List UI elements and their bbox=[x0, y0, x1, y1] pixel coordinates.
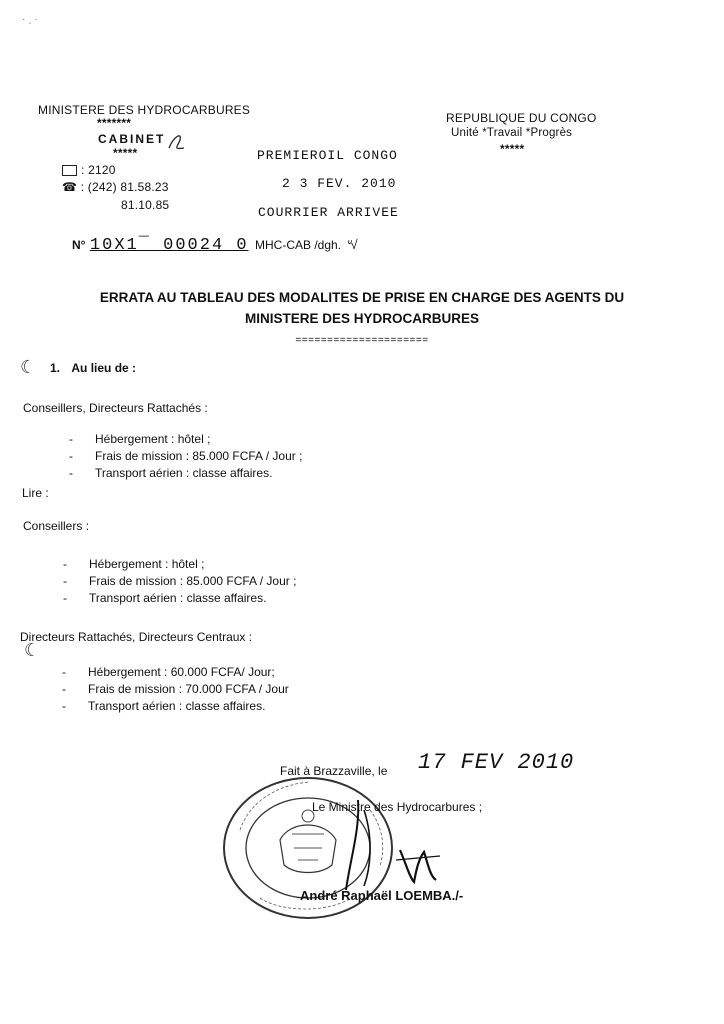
minister-title: Le Ministre des Hydrocarbures ; bbox=[312, 800, 483, 814]
cabinet-stars: ***** bbox=[113, 146, 138, 160]
closing-place: Fait à Brazzaville, le bbox=[280, 764, 388, 778]
read-label: Lire : bbox=[22, 486, 49, 500]
read-group-1-label: Conseillers : bbox=[23, 519, 90, 533]
country-stars: ***** bbox=[500, 142, 525, 156]
margin-mark-icon: ☾ bbox=[24, 640, 41, 660]
handwritten-signature bbox=[340, 790, 450, 900]
mailbox-number: : 2120 bbox=[81, 163, 116, 177]
section-number: 1. bbox=[50, 361, 61, 375]
document-title-line-2: MINISTERE DES HYDROCARBURES bbox=[244, 311, 480, 326]
reference-row bbox=[72, 236, 358, 255]
read-group-2-label: Directeurs Rattachés, Directeurs Centraux : bbox=[20, 630, 253, 644]
reference-prefix: N° bbox=[72, 238, 86, 252]
list-item: - Frais de mission : 70.000 FCFA / Jour bbox=[62, 682, 289, 696]
ministry-name: MINISTERE DES HYDROCARBURES bbox=[38, 103, 251, 117]
initial-scribble bbox=[166, 130, 190, 154]
mailbox-row bbox=[62, 163, 116, 177]
cabinet-label: CABINET bbox=[98, 132, 166, 146]
list-item: - Frais de mission : 85.000 FCFA / Jour ; bbox=[69, 449, 303, 463]
reference-scribble-icon: ᐡ√ bbox=[345, 237, 358, 252]
list-item: - Transport aérien : classe affaires. bbox=[62, 699, 266, 713]
stamp-date: 2 3 FEV. 2010 bbox=[282, 176, 397, 191]
list-item: - Transport aérien : classe affaires. bbox=[69, 466, 273, 480]
stamp-label: COURRIER ARRIVEE bbox=[258, 205, 399, 220]
instead-group-label: Conseillers, Directeurs Rattachés : bbox=[23, 401, 208, 415]
phone-icon: ☎ bbox=[62, 180, 78, 194]
reference-suffix: MHC-CAB /dgh. bbox=[255, 238, 342, 252]
read-group-1-list bbox=[63, 556, 296, 607]
closing-handwritten-date: 17 FEV 2010 bbox=[418, 750, 575, 775]
country-motto: Unité *Travail *Progrès bbox=[451, 127, 573, 139]
scan-specks: · ˏ · bbox=[22, 14, 38, 25]
section-1-heading bbox=[50, 361, 136, 375]
instead-list bbox=[69, 431, 302, 482]
country-name: REPUBLIQUE DU CONGO bbox=[446, 111, 597, 125]
ministry-stars: ******* bbox=[97, 116, 132, 130]
margin-mark-icon: ☾ bbox=[20, 357, 37, 377]
phone-row bbox=[62, 180, 169, 194]
mailbox-icon bbox=[62, 165, 77, 176]
section-heading-text: Au lieu de : bbox=[71, 361, 137, 375]
list-item: - Frais de mission : 85.000 FCFA / Jour ; bbox=[63, 574, 297, 588]
reference-number: 10X1¯ 00024 0 bbox=[89, 236, 249, 255]
read-group-2-list bbox=[62, 664, 289, 715]
list-item: - Hébergement : hôtel ; bbox=[69, 432, 211, 446]
title-underline: ===================== bbox=[295, 335, 429, 346]
list-item: - Hébergement : hôtel ; bbox=[63, 557, 205, 571]
list-item: - Transport aérien : classe affaires. bbox=[63, 591, 267, 605]
list-item: - Hébergement : 60.000 FCFA/ Jour; bbox=[62, 665, 275, 679]
phone-number-1: : (242) 81.58.23 bbox=[80, 180, 169, 194]
document-title-line-1: ERRATA AU TABLEAU DES MODALITES DE PRISE EN CHARGE DES AGENTS DU bbox=[99, 290, 625, 305]
phone-number-2: 81.10.85 bbox=[121, 198, 170, 212]
signatory-name: André Raphaël LOEMBA./- bbox=[300, 888, 464, 903]
stamp-company: PREMIEROIL CONGO bbox=[257, 148, 398, 163]
